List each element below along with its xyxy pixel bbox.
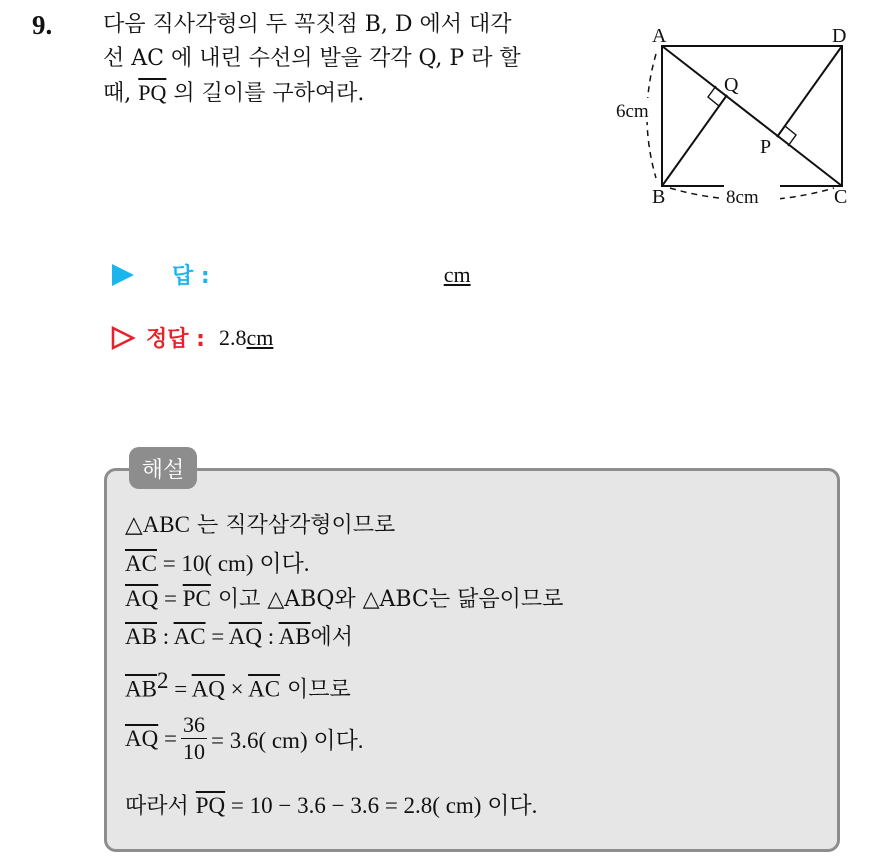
segment-ac: $\overline{AC}$ bbox=[125, 551, 157, 576]
perpendicular-dp bbox=[777, 46, 842, 137]
solution-line-3-text: 이고 △ABQ와 △ABC는 닮음이므로 bbox=[210, 587, 564, 612]
segment-aq: $\overline{AQ}$ bbox=[125, 725, 159, 751]
segment-ac: $\overline{AC}$ bbox=[173, 624, 206, 649]
outline-triangle-icon bbox=[110, 325, 136, 351]
solution-line-6-text: = 3.6( cm) 이다. bbox=[210, 728, 364, 753]
segment-ab: $\overline{AB}$ bbox=[125, 676, 157, 702]
segment-aq: $\overline{AQ}$ bbox=[125, 586, 159, 611]
question-text bbox=[103, 8, 593, 111]
question-line-1: 다음 직사각형의 두 꼭짓점 B, D 에서 대각 bbox=[103, 12, 512, 37]
segment-aq: $\overline{AQ}$ bbox=[228, 624, 262, 649]
segment-ab: $\overline{AB}$ bbox=[278, 624, 311, 649]
solution-line-1-text: 는 직각삼각형이므로 bbox=[189, 513, 396, 538]
side-bc-length: 8cm bbox=[726, 187, 759, 208]
solution-line-4: $\overline{AB}$ : $\overline{AC} = \overline{AQ}$ : $\overline{AB}$에서 bbox=[125, 624, 354, 650]
answer-label: 답 : bbox=[172, 264, 210, 289]
triangle-abc: △ABC bbox=[125, 512, 190, 537]
diagonal-ac bbox=[662, 46, 842, 186]
fraction-denominator: 10 bbox=[182, 739, 205, 764]
question-line-2: 선 AC 에 내린 수선의 발을 각각 Q, P 라 할 bbox=[103, 46, 521, 71]
solution-line-2-text: = 10( cm) 이다. bbox=[156, 551, 310, 576]
solution-line-5: $\overline{AB}^2 = \overline{AQ} \times \overline{AC}$ 이므로 bbox=[125, 668, 351, 703]
question-number: 9. bbox=[32, 10, 53, 40]
solution-line-7-pre: 따라서 bbox=[125, 794, 196, 819]
solution-tag: 해설 bbox=[129, 447, 197, 489]
segment-ab: $\overline{AB}$ bbox=[125, 624, 157, 649]
solution-line-3 bbox=[125, 582, 563, 613]
solution-line-2 bbox=[125, 545, 310, 578]
solution-line-7-text: = 10 − 3.6 − 3.6 = 2.8( cm) 이다. bbox=[225, 793, 538, 818]
segment-pq: $\overline{PQ}$ bbox=[138, 80, 167, 105]
segment-ac: $\overline{AC}$ bbox=[248, 676, 281, 702]
fraction bbox=[181, 712, 207, 765]
answer-row bbox=[110, 259, 471, 290]
question-line-3 bbox=[103, 76, 593, 111]
solution-line-5-text: 이므로 bbox=[280, 677, 351, 703]
correct-answer-unit: cm bbox=[246, 324, 274, 350]
fraction-numerator: 36 bbox=[182, 712, 205, 737]
solution-line-4-text: 에서 bbox=[310, 625, 354, 650]
question-line-3-pre: 때, bbox=[103, 81, 132, 106]
label-d: D bbox=[832, 25, 847, 47]
correct-answer-value: 2.8 bbox=[218, 324, 247, 350]
correct-answer-row bbox=[110, 322, 273, 353]
play-triangle-icon bbox=[110, 262, 136, 288]
label-c: C bbox=[834, 186, 848, 208]
label-a: A bbox=[652, 25, 667, 47]
solution-line-1 bbox=[125, 508, 395, 539]
correct-answer-label: 정답 : bbox=[146, 327, 205, 352]
label-q: Q bbox=[724, 74, 739, 96]
solution-line-7 bbox=[125, 787, 537, 820]
answer-unit: cm bbox=[443, 261, 471, 287]
question-line-3-post: 의 길이를 구하여라. bbox=[166, 81, 365, 106]
segment-pc: $\overline{PC}$ bbox=[182, 586, 211, 611]
segment-pq: $\overline{PQ}$ bbox=[195, 793, 226, 818]
perpendicular-bq bbox=[662, 95, 727, 186]
label-b: B bbox=[652, 186, 666, 208]
solution-line-6: $\overline{AQ}$ = $\frac{36}{10}$ = 3.6( cm) 이다. bbox=[125, 712, 364, 764]
equals-sign: = bbox=[158, 586, 183, 611]
rectangle-figure bbox=[612, 20, 852, 212]
label-p: P bbox=[760, 136, 772, 158]
exponent: 2 bbox=[156, 668, 169, 693]
side-ab-length: 6cm bbox=[616, 101, 649, 122]
segment-aq: $\overline{AQ}$ bbox=[191, 676, 225, 702]
